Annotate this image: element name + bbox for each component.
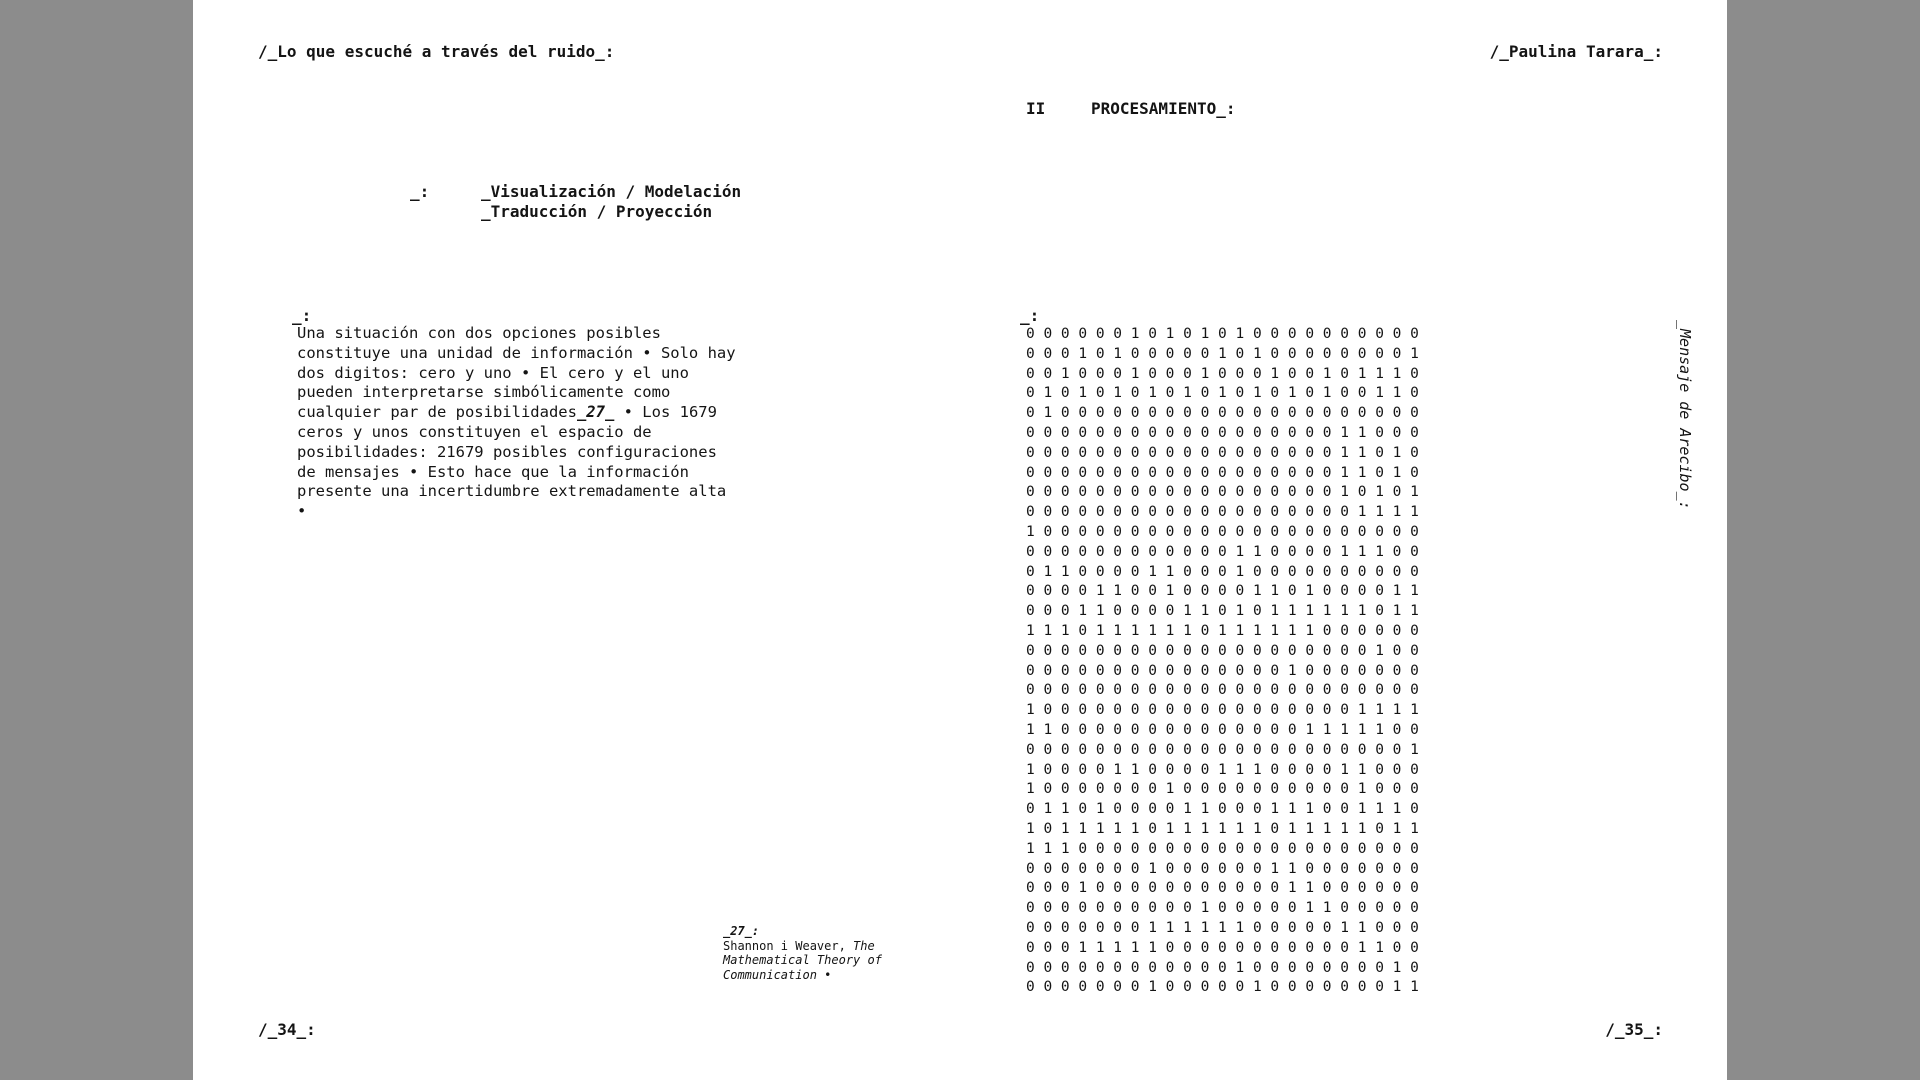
binary-row: 0 0 0 1 1 0 0 0 0 1 1 0 1 0 1 1 1 1 1 1 0 1 1 [1026,603,1419,620]
footnote [723,924,913,982]
body-marker: _: [292,306,312,325]
binary-row: 0 1 0 0 0 0 0 0 0 0 0 0 0 0 0 0 0 0 0 0 0 0 0 [1026,405,1419,422]
binary-row: 0 0 0 1 0 0 0 0 0 0 0 0 0 0 0 1 1 0 0 0 0 0 0 [1026,880,1419,897]
folio-right: /_35_: [1605,1020,1663,1039]
section-line-1: _Visualización / Modelación [481,182,742,201]
binary-row: 0 0 0 0 0 0 0 0 0 0 0 0 1 1 0 0 0 0 1 1 1 0 0 [1026,543,1419,560]
running-head-right: /_Paulina Tarara_: [1489,42,1663,61]
footnote-title: The Mathematical Theory of Communication [723,938,882,982]
binary-row: 1 1 1 0 0 0 0 0 0 0 0 0 0 0 0 0 0 0 0 0 0 0 0 [1026,840,1419,857]
binary-row: 0 0 0 0 0 0 0 0 0 0 0 0 0 0 0 0 0 0 0 0 0 0 0 [1026,682,1419,699]
chapter-heading [1026,99,1236,118]
binary-row: 0 0 0 0 0 0 0 0 0 0 0 0 0 0 0 0 0 0 1 1 0 1 0 [1026,464,1419,481]
binary-row: 0 0 0 0 0 0 0 1 0 0 0 0 0 0 1 1 0 0 0 0 0 0 0 [1026,860,1419,877]
section-heading [410,182,742,262]
binary-row: 0 0 0 0 0 0 0 1 1 1 1 1 1 0 0 0 0 0 1 1 0 0 0 [1026,919,1419,936]
body-text-a: Una situación con dos opciones posibles constituye una unidad de información • Solo hay dos digitos: cero y uno • El cero y el uno pueden interpretarse simbólicamente como cualquier par de posibilidades [297,324,736,422]
section-marker: _: [410,182,430,201]
grid-marker: _: [1020,306,1040,325]
binary-row: 0 1 1 0 1 0 0 0 0 1 1 0 0 0 1 1 1 0 0 1 1 1 0 [1026,801,1419,818]
running-head-left: /_Lo que escuché a través del ruido_: [258,42,615,61]
chapter-number: II [1026,99,1046,118]
binary-row: 0 0 0 0 1 1 0 0 1 0 0 0 0 1 1 0 1 0 0 0 0 1 1 [1026,583,1419,600]
binary-row: 1 0 0 0 0 0 0 0 1 0 0 0 0 0 0 0 0 0 0 1 0 0 0 [1026,781,1419,798]
binary-row: 1 0 0 0 0 0 0 0 0 0 0 0 0 0 0 0 0 0 0 1 1 1 1 [1026,702,1419,719]
section-line-2: _Traducción / Proyección [481,202,713,221]
footnote-mark: _27_: [723,924,760,938]
binary-row: 0 0 0 0 0 0 0 0 0 0 0 0 0 0 0 1 0 0 0 0 0 0 0 [1026,662,1419,679]
chapter-title: PROCESAMIENTO_: [1091,99,1236,118]
binary-row: 0 0 0 0 0 0 0 1 0 0 0 0 0 1 0 0 0 0 0 0 0 1 1 [1026,979,1419,996]
footnote-end: • [816,967,832,982]
footnote-reference: _27_ [576,403,615,422]
binary-row: 0 0 0 0 0 0 0 0 0 0 0 0 0 0 0 0 0 0 1 0 1 0 1 [1026,484,1419,501]
body-paragraph [297,324,737,522]
binary-row: 0 0 0 0 0 0 0 0 0 0 1 0 0 0 0 0 1 1 0 0 0 0 0 [1026,900,1419,917]
binary-row: 0 0 0 0 0 0 0 0 0 0 0 0 0 0 0 0 0 0 0 1 1 1 1 [1026,504,1419,521]
binary-row: 0 1 0 1 0 1 0 1 0 1 0 1 0 1 0 1 0 1 0 0 1 1 0 [1026,385,1419,402]
binary-row: 0 0 0 0 0 0 0 0 0 0 0 0 0 0 0 0 0 0 0 0 0 0 1 [1026,741,1419,758]
binary-row: 0 0 0 1 0 1 0 0 0 0 0 1 0 1 0 0 0 0 0 0 0 0 1 [1026,345,1419,362]
book-spread [193,0,1727,1080]
binary-row: 0 0 0 1 1 1 1 1 0 0 0 0 0 0 0 0 0 0 0 1 1 0 0 [1026,939,1419,956]
binary-row: 0 0 0 0 0 0 1 0 1 0 1 0 1 0 0 0 0 0 0 0 0 0 0 [1026,326,1419,342]
footnote-authors: Shannon i Weaver, [723,938,854,953]
binary-row: 1 1 0 0 0 0 0 0 0 0 0 0 0 0 0 0 1 1 1 1 1 0 0 [1026,721,1419,738]
side-title: _Mensaje de Arecibo_: [1676,320,1694,510]
section-lines [481,182,741,222]
binary-grid [1026,325,1419,998]
binary-row: 1 1 1 0 1 1 1 1 1 1 0 1 1 1 1 1 1 0 0 0 0 0 0 [1026,622,1419,639]
binary-row: 1 0 0 0 0 1 1 0 0 0 0 1 1 1 0 0 0 0 1 1 0 0 0 [1026,761,1419,778]
binary-row: 1 0 1 1 1 1 1 0 1 1 1 1 1 1 0 1 1 1 1 1 0 1 1 [1026,820,1419,837]
binary-row: 0 0 1 0 0 0 1 0 0 0 1 0 0 0 1 0 0 1 0 1 1 1 0 [1026,365,1419,382]
binary-row: 0 0 0 0 0 0 0 0 0 0 0 0 0 0 0 0 0 0 0 0 1 0 0 [1026,642,1419,659]
folio-left: /_34_: [258,1020,316,1039]
body-text-b: • Los 1679 ceros y unos constituyen el espacio de posibilidades: 21679 posibles configuraciones de mensajes • Esto hace que la información presente una incertidumbre extremadamente alta • [297,403,727,521]
binary-row: 0 0 0 0 0 0 0 0 0 0 0 0 1 0 0 0 0 0 0 0 0 1 0 [1026,959,1419,976]
binary-row: 0 0 0 0 0 0 0 0 0 0 0 0 0 0 0 0 0 0 1 1 0 1 0 [1026,444,1419,461]
binary-row: 1 0 0 0 0 0 0 0 0 0 0 0 0 0 0 0 0 0 0 0 0 0 0 [1026,523,1419,540]
binary-row: 0 0 0 0 0 0 0 0 0 0 0 0 0 0 0 0 0 0 1 1 0 0 0 [1026,424,1419,441]
binary-row: 0 1 1 0 0 0 0 1 1 0 0 0 1 0 0 0 0 0 0 0 0 0 0 [1026,563,1419,580]
